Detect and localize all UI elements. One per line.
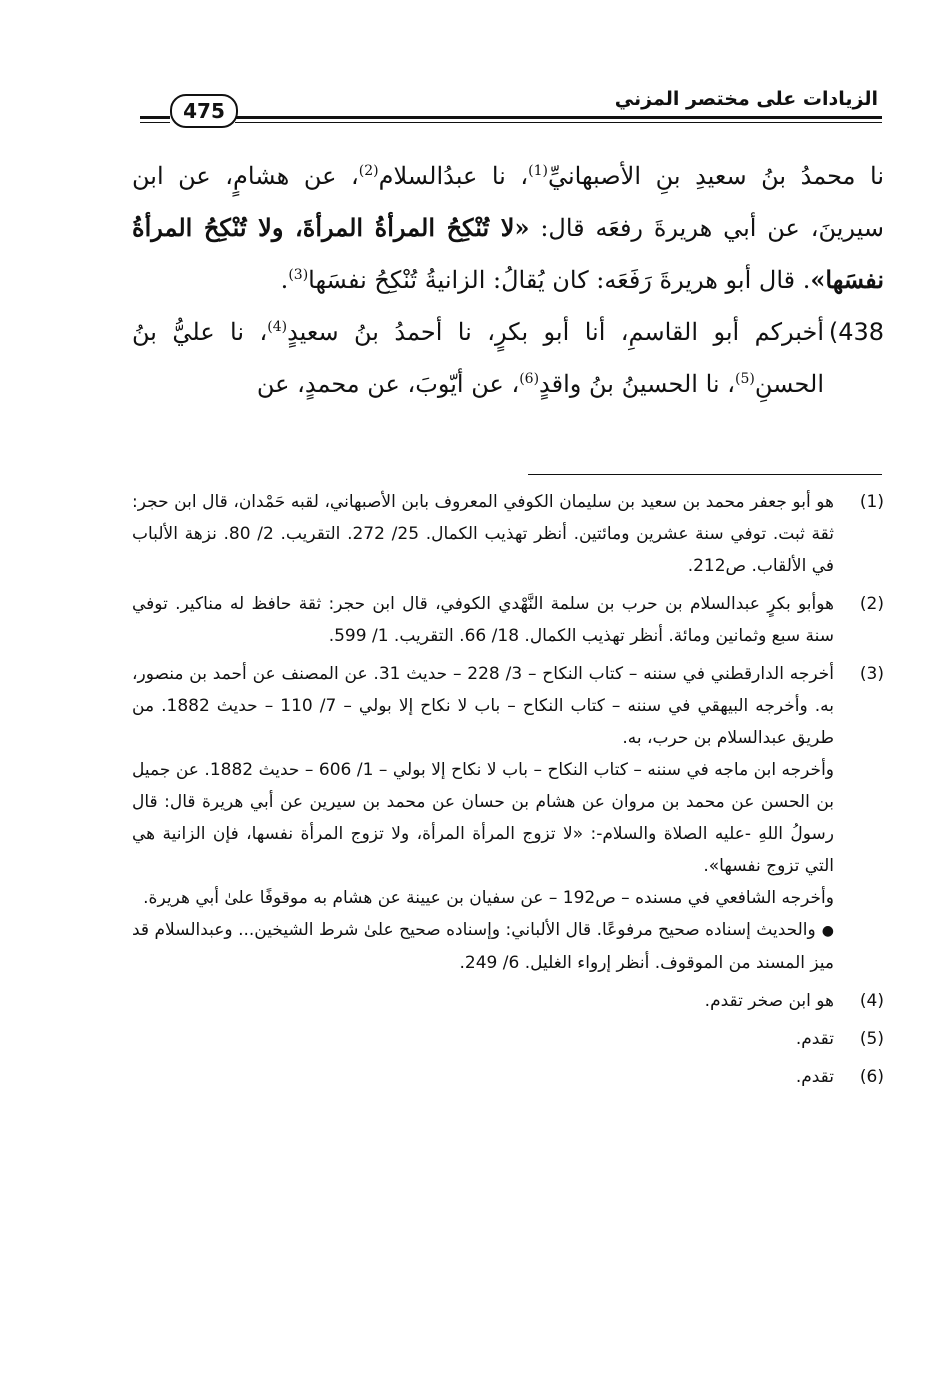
page-number: 475 xyxy=(170,94,238,128)
footnote-number: (5) xyxy=(859,1029,884,1049)
hadith-number: 438) xyxy=(828,318,884,346)
text-segment: ، نا عليُّ بنُ الحسنِ xyxy=(132,318,824,398)
header-rule xyxy=(140,116,170,119)
footnote-ref[interactable]: (3) xyxy=(288,267,309,283)
hadith-quote: «لا تُنْكِحُ المرأةُ المرأةَ، ولا تُنْكِحُ المرأةُ نفسَها» xyxy=(132,213,884,294)
main-text xyxy=(132,150,884,410)
footnote-5 xyxy=(132,1023,884,1055)
running-header xyxy=(140,86,882,130)
footnote-bullet: ● والحديث إسناده صحيح مرفوعًا. قال الألباني: وإسناده صحيح علىٰ شرط الشيخين... وعبدالسلام قد ميز المسند من الموقوف. أنظر إرواء الغليل. 6/ 249. xyxy=(132,914,834,979)
footnote-2 xyxy=(132,588,884,652)
header-rule xyxy=(235,116,882,119)
text-segment: ، عن أيّوبَ، عن محمدٍ، عن xyxy=(256,370,520,398)
footnote-ref[interactable]: (2) xyxy=(358,163,379,179)
footnote-text: هوأبو بكرٍ عبدالسلام بن حرب بن سلمة النَّهْدي الكوفي، قال ابن حجر: ثقة حافظ له مناكير. توفي سنة سبع وثمانين ومائة. أنظر تهذيب الكمال. 18/ 66. التقريب. 1/ 599. xyxy=(132,594,834,646)
footnote-1 xyxy=(132,486,884,582)
footnote-number: (2) xyxy=(859,594,884,614)
footnote-number: (6) xyxy=(859,1067,884,1087)
footnote-6 xyxy=(132,1061,884,1093)
footnote-text: وأخرجه الشافعي في مسنده – ص192 – عن سفيان بن عيينة عن هشام به موقوفًا علىٰ أبي هريرة. xyxy=(143,888,834,908)
text-segment: أخبركم أبو القاسمِ، أنا أبو بكرٍ، نا أحمدُ بنُ سعيدٍ xyxy=(287,318,825,346)
footnote-number: (1) xyxy=(859,492,884,512)
footnote-ref[interactable]: (1) xyxy=(528,163,548,179)
text-segment: ، عن هشامٍ، عن ابن سيرينَ، عن أبي هريرةَ رفعَه قال: xyxy=(132,162,885,242)
footnote-4 xyxy=(132,985,884,1017)
footnote-ref[interactable]: (6) xyxy=(519,371,540,387)
text-segment: . xyxy=(280,266,289,294)
text-segment: ، نا عبدُالسلام xyxy=(378,162,529,190)
footnote-number: (3) xyxy=(859,664,884,684)
footnote-ref[interactable]: (4) xyxy=(267,319,288,335)
footnote-text: هو أبو جعفر محمد بن سعيد بن سليمان الكوفي المعروف بابن الأصبهاني، لقبه حَمْدان، قال ابن حجر: ثقة ثبت. توفي سنة عشرين ومائتين. أنظر تهذيب الكمال. 25/ 272. التقريب. 2/ 80. نزهة الألباب في الألقاب. ص212. xyxy=(132,492,834,576)
footnote-text: تقدم. xyxy=(795,1067,834,1087)
paragraph-1 xyxy=(132,150,884,306)
text-segment: . قال أبو هريرةَ رَفَعَه: كان يُقالُ: الزانيةُ تُنْكِحُ نفسَها xyxy=(308,266,811,294)
footnote-divider xyxy=(528,474,882,475)
header-rule xyxy=(140,122,170,123)
text-segment: نا محمدُ بنُ سعيدِ بنِ الأصبهانيِّ xyxy=(548,162,884,190)
footnotes xyxy=(132,486,884,1099)
footnote-3 xyxy=(132,658,884,979)
paragraph-438 xyxy=(132,306,884,410)
footnote-text: هو ابن صخر تقدم. xyxy=(704,991,834,1011)
footnote-ref[interactable]: (5) xyxy=(734,371,755,387)
header-rule xyxy=(235,122,882,123)
footnote-text: أخرجه الدارقطني في سننه – كتاب النكاح – 3/ 228 – حديث 31. عن المصنف عن أحمد بن منصور، به. وأخرجه البيهقي في سننه – كتاب النكاح – باب لا نكاح إلا بولي – 7/ 110 – حديث 1882. من طريق عبدالسلام بن حرب، به. xyxy=(132,664,835,748)
footnote-text: وأخرجه ابن ماجه في سننه – كتاب النكاح – باب لا نكاح إلا بولي – 1/ 606 – حديث 1882. عن جميل بن الحسن عن محمد بن مروان عن هشام بن حسان عن محمد بن سيرين عن أبي هريرة قال: قال رسولُ اللهِ -عليه الصلاة والسلام-: «لا تزوج المرأة المرأة، ولا تزوج المرأة نفسها، فإن الزانية هي التي تزوج نفسها». xyxy=(132,760,834,876)
footnote-number: (4) xyxy=(859,991,884,1011)
book-title: الزيادات على مختصر المزني xyxy=(614,88,878,110)
text-segment: ، نا الحسينُ بنُ واقدٍ xyxy=(539,370,735,398)
footnote-text: تقدم. xyxy=(795,1029,834,1049)
